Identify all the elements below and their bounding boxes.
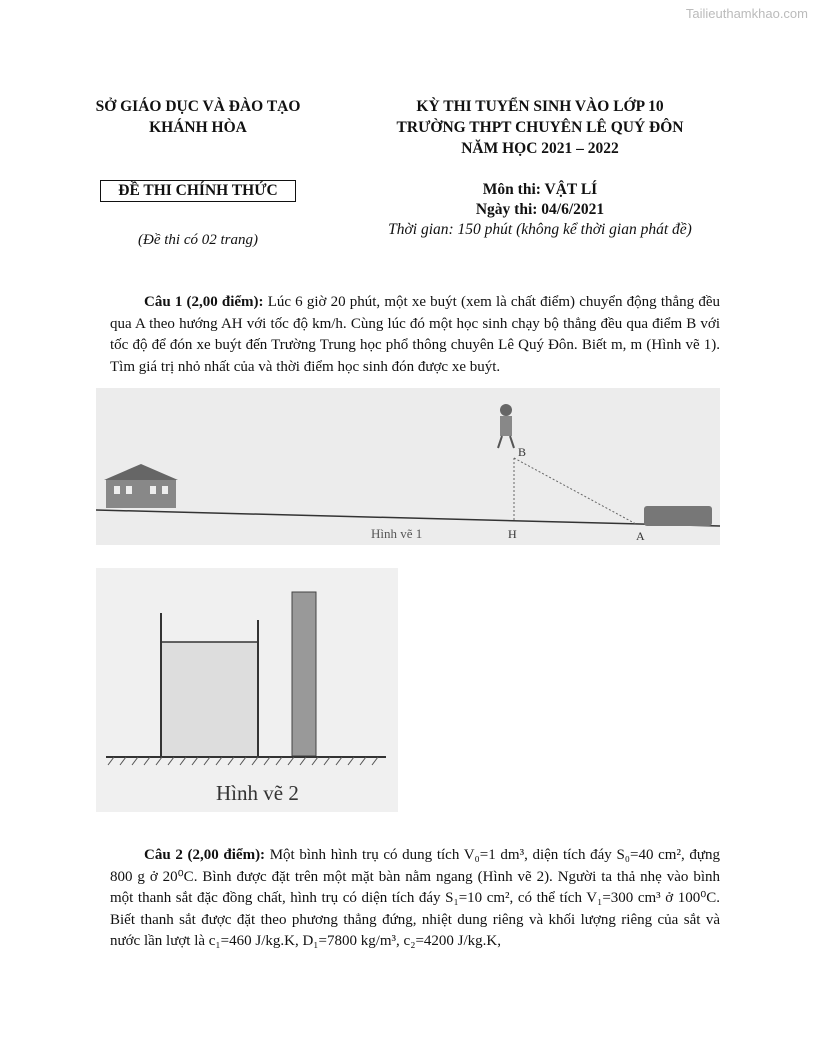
- subject: Môn thi: VẬT LÍ: [482, 181, 598, 198]
- question-1-label: Câu 1 (2,00 điểm):: [144, 294, 264, 310]
- school-name: TRƯỜNG THPT CHUYÊN LÊ QUÝ ĐÔN: [396, 119, 684, 136]
- question-1: [110, 292, 720, 378]
- official-badge: ĐỀ THI CHÍNH THỨC: [100, 180, 296, 202]
- iron-rod: [292, 592, 316, 756]
- exam-name: KỲ THI TUYỂN SINH VÀO LỚP 10: [416, 98, 664, 115]
- exam-info: [340, 180, 740, 240]
- header-left: [60, 96, 336, 138]
- label-b: B: [518, 445, 527, 459]
- figure-2-caption: Hình vẽ 2: [216, 781, 299, 805]
- water: [162, 642, 257, 756]
- school-year: NĂM HỌC 2021 – 2022: [461, 140, 619, 157]
- province: KHÁNH HÒA: [149, 119, 247, 136]
- question-2: [110, 845, 720, 953]
- exam-time: Thời gian: 150 phút (không kể thời gian phát đề): [388, 221, 692, 238]
- question-1-text: Lúc 6 giờ 20 phút, một xe buýt (xem là chất điểm) chuyển động thẳng đều qua A theo hướng AH với tốc độ km/h. Cùng lúc đó một học sinh chạy bộ thẳng đều qua điểm B với tốc độ để đón xe buýt đến Trường Trung học phổ thông chuyên Lê Quý Đôn. Biết m, m (Hình vẽ 1). Tìm giá trị nhỏ nhất của và thời điểm học sinh đón được xe buýt.: [110, 294, 720, 375]
- label-h: H: [508, 527, 517, 541]
- question-2-label: Câu 2 (2,00 điểm):: [144, 847, 266, 863]
- question-2-text: Một bình hình trụ có dung tích V₀=1 dm³, diện tích đáy S₀=40 cm², đựng 800 g ở 20⁰C. Bình được đặt trên một mặt bàn nằm ngang (Hình vẽ 2). Người ta thả nhẹ vào bình một thanh sắt đặc đồng chất, hình trụ có diện tích đáy S₁=10 cm², có thể tích V₁=300 cm³ ở 100⁰C. Biết thanh sắt được đặt theo phương thẳng đứng, nhiệt dung riêng và khối lượng riêng của sắt và nước lần lượt là c₁=460 J/kg.K, D₁=7800 kg/m³, c₂=4200 J/kg.K,: [110, 847, 720, 949]
- department: SỞ GIÁO DỤC VÀ ĐÀO TẠO: [95, 98, 301, 115]
- figure-2: [96, 568, 398, 812]
- watermark: Tailieuthamkhao.com: [685, 6, 808, 21]
- exam-date: Ngày thi: 04/6/2021: [475, 201, 605, 218]
- bus: [644, 506, 712, 526]
- figure-1: [96, 388, 720, 545]
- pages-note: (Đề thi có 02 trang): [138, 232, 258, 248]
- label-a: A: [636, 529, 645, 543]
- figure-1-caption: Hình vẽ 1: [371, 526, 423, 541]
- header-right: [360, 96, 720, 159]
